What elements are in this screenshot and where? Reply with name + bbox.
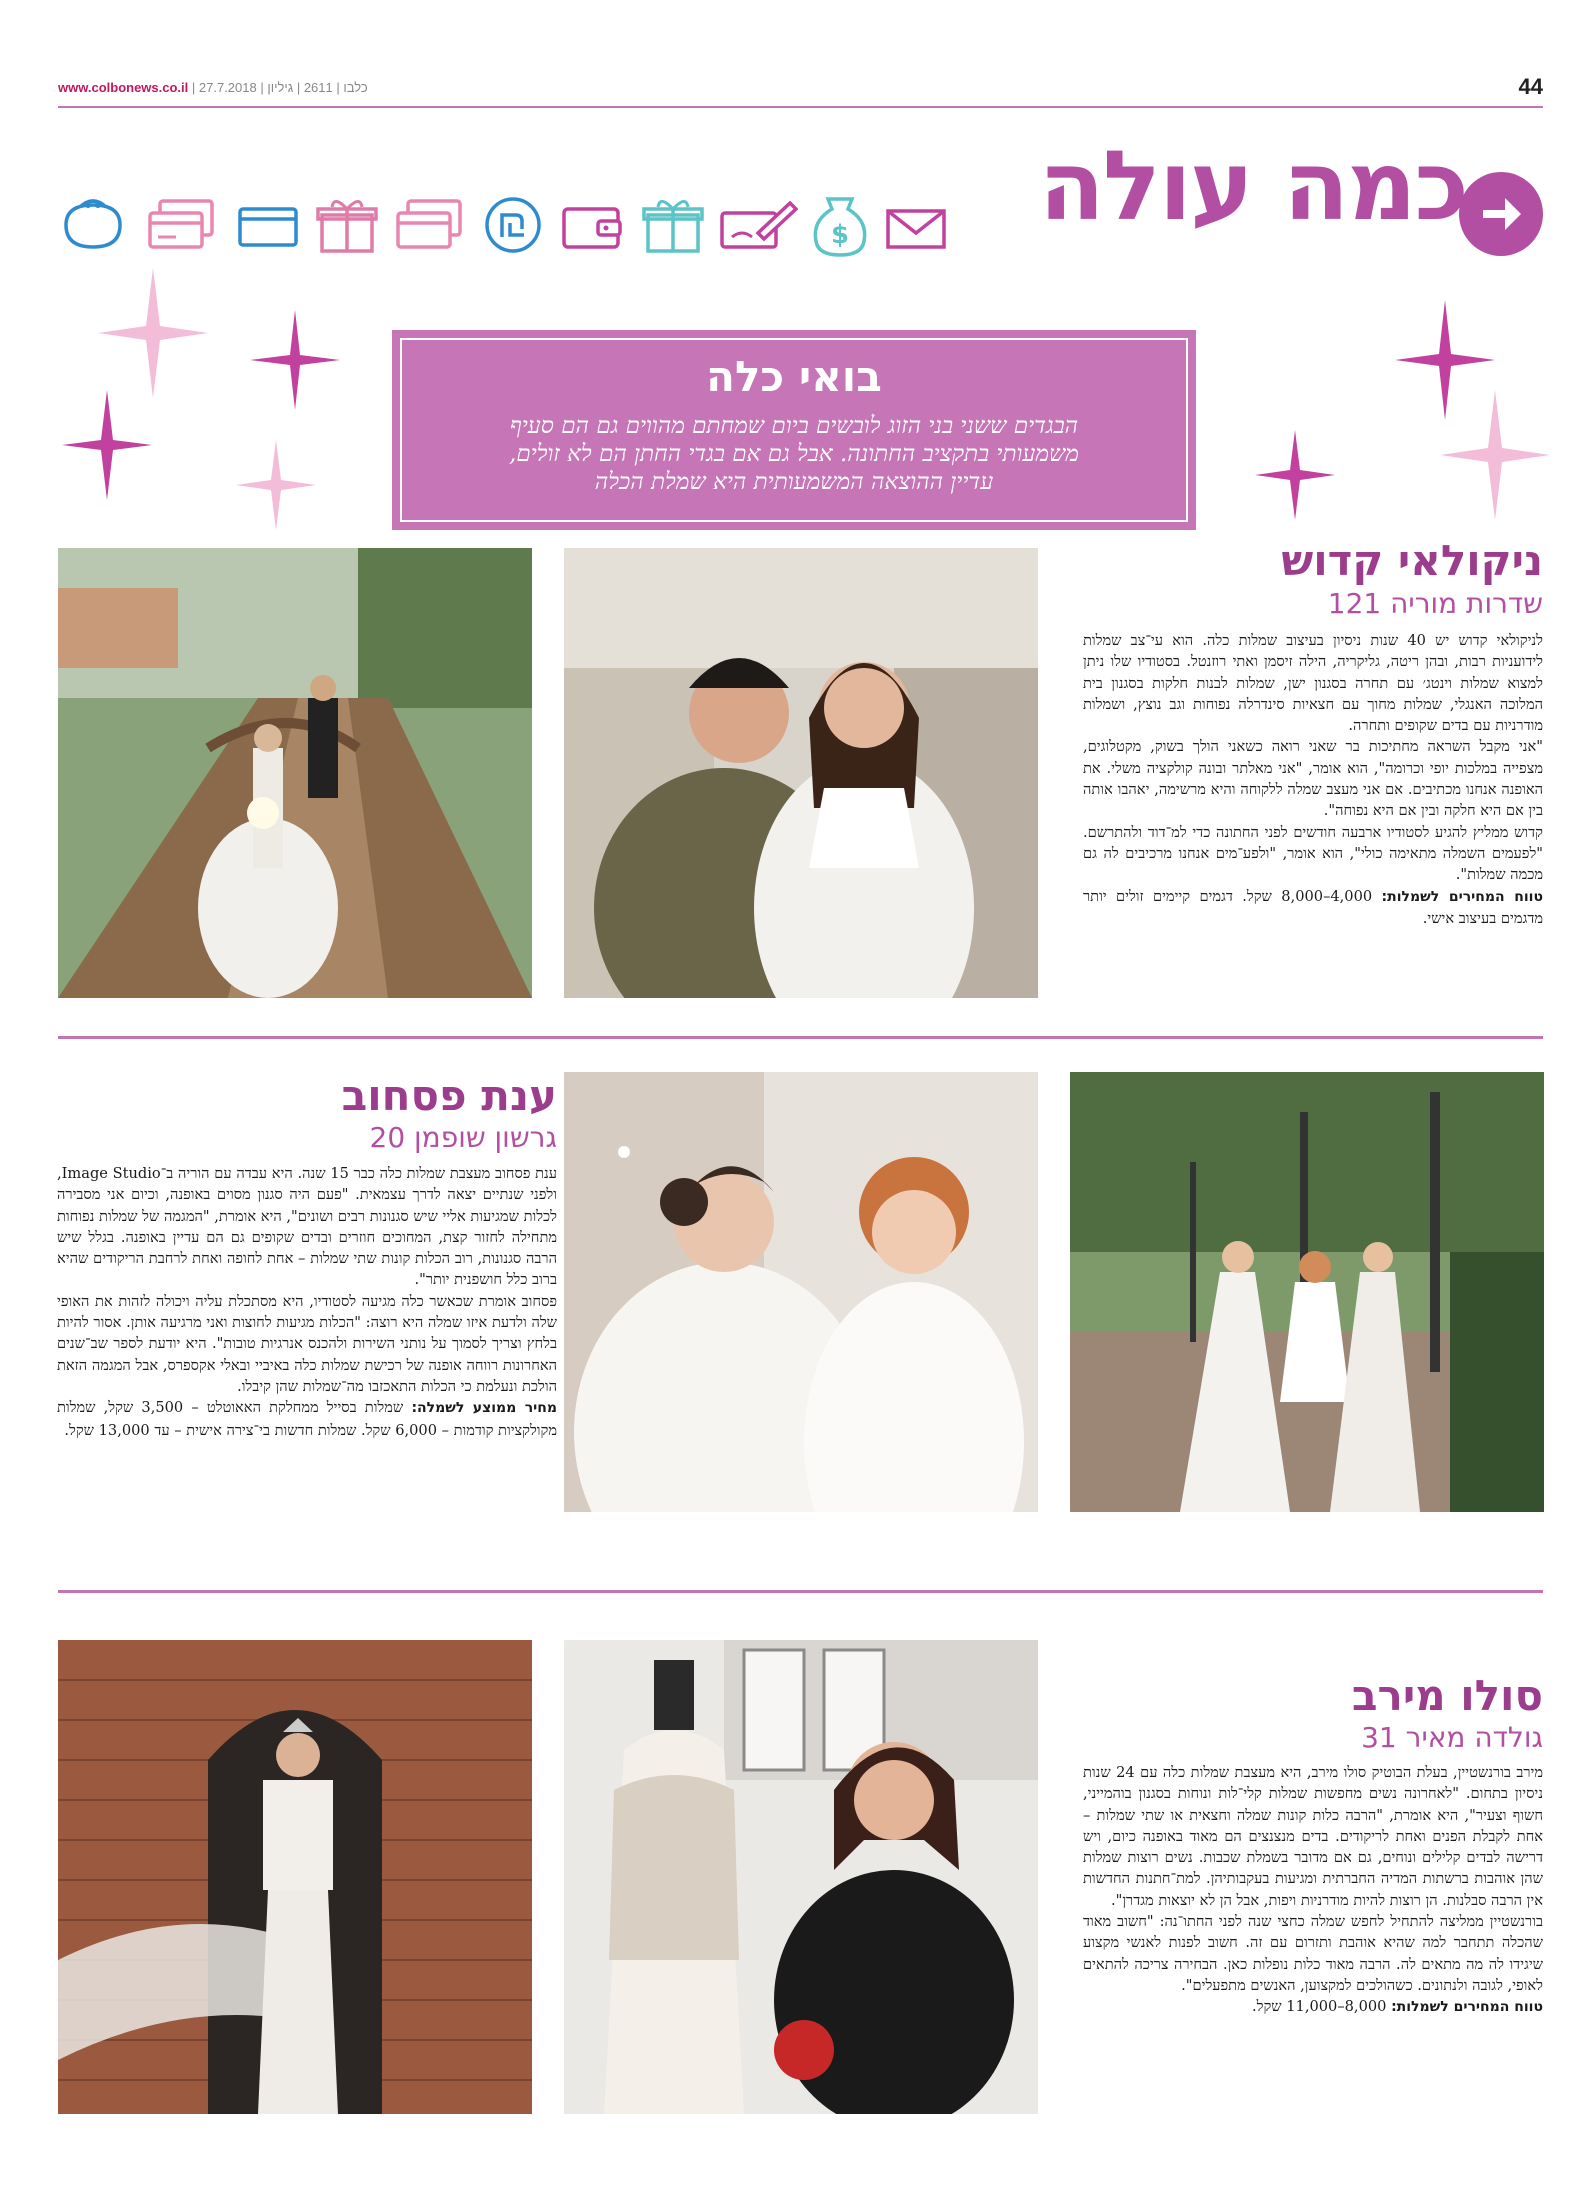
- price-label: טווח המחירים לשמלות:: [1391, 1999, 1543, 2016]
- article-body: [1083, 630, 1543, 929]
- banner-title: בואי כלה: [706, 352, 882, 401]
- photo-model-archway: [58, 1640, 532, 2114]
- wallet-icon: [558, 195, 628, 255]
- sparkle-icon: [236, 440, 316, 530]
- gift-icon: [312, 195, 382, 255]
- banner-line: משמעותי בתקציב החתונה. אבל גם אם בגדי החתן הם לא זולים,: [509, 441, 1079, 467]
- section-title: כמה עולה: [1038, 130, 1467, 242]
- credit-card-icon: [394, 195, 464, 255]
- designer-name: סולו מירב: [1351, 1671, 1543, 1720]
- sparkle-icon: [250, 310, 340, 410]
- article-paragraph: פסחוב אומרת שכאשר כלה מגיעה לסטודיו, היא מסתכלת עליה ויכולה לזהות את האופי שלה ולדעת איזו שמלה היא רוצה: "הכלות מגיעות לחוצות ואני מרגיעה אותן. אסור להיות בלחץ וצריך לסמוך על נותני השירות ולהכנס אנרגיות טובות". היא יודעת לספר שב־שנים האחרונות רווחה אופנה של רכישת שמלות כלה באיביי ובאלי אקספרס, אבל המגמה הזאת הולכת ונעלמת כי הכלות התאכזבו מה־שמלות שהן קיבלו.: [57, 1292, 557, 1395]
- designer-name: ניקולאי קדוש: [1281, 536, 1543, 585]
- banner-line: עדיין ההוצאה המשמעותית היא שמלת הכלה: [594, 469, 994, 495]
- check-pen-icon: [718, 195, 798, 255]
- photo-designer-bride: [564, 548, 1038, 998]
- article-paragraph: מירב בורנשטיין, בעלת הבוטיק סולו מירב, היא מעצבת שמלות כלה עם 24 שנות ניסיון בתחום. "לאחרונה נשים מחפשות שמלות קלי־לות ונוחות בסגנון בוהמייני, חשוף וצעיר", היא אומרת, "הרבה כלות קונות שמלה וחצאית או שתי שמלות – אחת לקבלת הפנים ואחת לריקודים. בדים מנצנצים הם מאוד באופנה כיום, ויש דרישה לבדים קלילים ונוחים, גם אם מדובר בשמלת שכבות. נשים רוצות שמלות שהן אוהבות ברשתות המדיה החברתית ומגיעות בעקבותיהן. למת־חתנות החדשות אין הרבה סבלנות. הן רוצות להיות מודרניות ויפות, אבל הן לא יוצאות מגדרן".: [1083, 1764, 1543, 1909]
- credit-card-icon: [146, 195, 216, 255]
- money-bag-icon: [810, 195, 870, 259]
- price-text: 8,000–11,000 שקל.: [1252, 1998, 1387, 2016]
- designer-address: גרשון שופמן 20: [369, 1121, 557, 1154]
- header-rule: [58, 106, 1543, 108]
- article-paragraph: לניקולאי קדוש יש 40 שנות ניסיון בעיצוב שמלות כלה. הוא עי־צב שמלות לידועניות רבות, ובהן ריטה, גליקריה, הילה זיסמן ואתי רוזנטל. בסטודיו שלו ניתן למצוא שמלות וינטג׳ עם תחרה בסגנון ישן, שמלות לבנות חלקות בסגנון בית המלוכה האנגלי, שמלות מחוך עם חצאיות סינדרלה נפוחות וגב נוצץ, ושמלות מודרניות עם בדים שקופים ותחרה.: [1083, 632, 1543, 735]
- article-paragraph: "אני מקבל השראה מחתיכות בר שאני רואה כשאני הולך בשוק, מקטלוגים, מצפייה במלכות יופי וכרומה", הוא אומר, "אני מאלתר ובונה קולקציה משלי. את האופנה אנחנו מכתיבים. אם אני מעצב שמלה ללקוחה והיא מרשימה, יאהבו אותה בין אם היא חלקה ובין אם היא נפוחה".: [1083, 738, 1543, 820]
- intro-banner: [392, 330, 1196, 530]
- section-divider: [58, 1036, 1543, 1039]
- sparkle-icon: [98, 268, 208, 398]
- photo-couple-bridge: [58, 548, 532, 998]
- price-label: טווח המחירים לשמלות:: [1381, 888, 1543, 905]
- photo-brides-studio: [564, 1072, 1038, 1512]
- article-body: [57, 1163, 557, 1441]
- photo-three-brides-park: [1070, 1072, 1544, 1512]
- icon-strip: [58, 195, 938, 265]
- purse-icon: [58, 195, 128, 255]
- price-text: שמלות בסייל ממחלקת האאוטלט – 3,500 שקל, שמלות מקולקציות קודמות – 6,000 שקל. שמלות חדשות בי־צירה אישית – עד 13,000 שקל.: [57, 1399, 557, 1439]
- banner-subtitle: [422, 412, 1166, 496]
- issue-info: | כלבו | 2611 | גיליון | 27.7.2018: [191, 80, 368, 95]
- banner-line: הבגדים ששני בני הזוג לובשים ביום שמחתם מהווים גם הם סעיף: [509, 413, 1079, 439]
- shekel-icon: [478, 195, 548, 255]
- price-text: 4,000–8,000 שקל. דגמים קיימים זולים יותר מדגמים בעיצוב אישי.: [1083, 887, 1543, 927]
- svg-text:$: $: [830, 220, 850, 250]
- designer-name: ענת פסחוב: [341, 1071, 557, 1120]
- envelope-icon: [882, 195, 952, 255]
- sparkle-icon: [62, 390, 152, 500]
- gift-icon: [638, 195, 708, 255]
- article-paragraph: בורנשטיין ממליצה להתחיל לחפש שמלה כחצי שנה לפני החתו־נה: "חשוב מאוד שהכלה תתחבר למה שהיא אוהבת ותזרום עם זה. חשוב לפנות לאנשי מקצוע שיגידו לה מה מתאים לה. הרבה מאוד כלות נופלות כאן. הבחירה צריכה להתאים לאופי, לגובה ולנתונים. כשהולכים למקצוען, האנשים מתפעלים".: [1083, 1913, 1543, 1994]
- price-label: מחיר ממוצע לשמלה:: [411, 1400, 558, 1417]
- header-meta: [58, 80, 368, 95]
- sparkle-icon: [1255, 430, 1335, 520]
- article-paragraph: קדוש ממליץ להגיע לסטודיו ארבעה חודשים לפני החתונה כדי למ־דוד ולהתרשם. "לפעמים השמלה מתאימה כולי", הוא אומר, "ולפע־מים אנחנו מרכיבים לה גם מכמה שמלות".: [1083, 823, 1543, 884]
- designer-address: גולדה מאיר 31: [1361, 1721, 1543, 1754]
- article-paragraph: ענת פסחוב מעצבת שמלות כלה כבר 15 שנה. היא עבדה עם הוריה ב־Image Studio, ולפני שנתיים יצאה לדרך עצמאית. "פעם היה סגנון מסוים באופנה, וכיום אני מסבירה לכלות שמגיעות אליי שיש סגנונות רבים ושונים", היא אומרת, "המגמה של שמלות נפוחות מתחילה לחזור קצת, המחוכים חוזרים ובדים שקופים גם הם עדיין באופנה. בגלל שיש הרבה סגנונות, רוב הכלות קונות שתי שמלות – אחת לחופה ואחת לרחבת הריקודים שהיא ברוב כלל חושפנית יותר".: [57, 1165, 558, 1289]
- article-body: [1083, 1762, 1543, 2019]
- price-line: [1083, 886, 1543, 930]
- price-line: [1083, 1996, 1543, 2018]
- page-number: 44: [1518, 74, 1543, 99]
- site-link[interactable]: www.colbonews.co.il: [58, 80, 189, 95]
- designer-address: שדרות מוריה 121: [1327, 587, 1543, 620]
- price-line: [57, 1397, 557, 1441]
- arrow-circle-icon: [1459, 172, 1543, 256]
- photo-designer-mannequin: [564, 1640, 1038, 2114]
- section-divider: [58, 1590, 1543, 1593]
- sparkle-icon: [1440, 390, 1550, 520]
- card-icon: [234, 195, 304, 255]
